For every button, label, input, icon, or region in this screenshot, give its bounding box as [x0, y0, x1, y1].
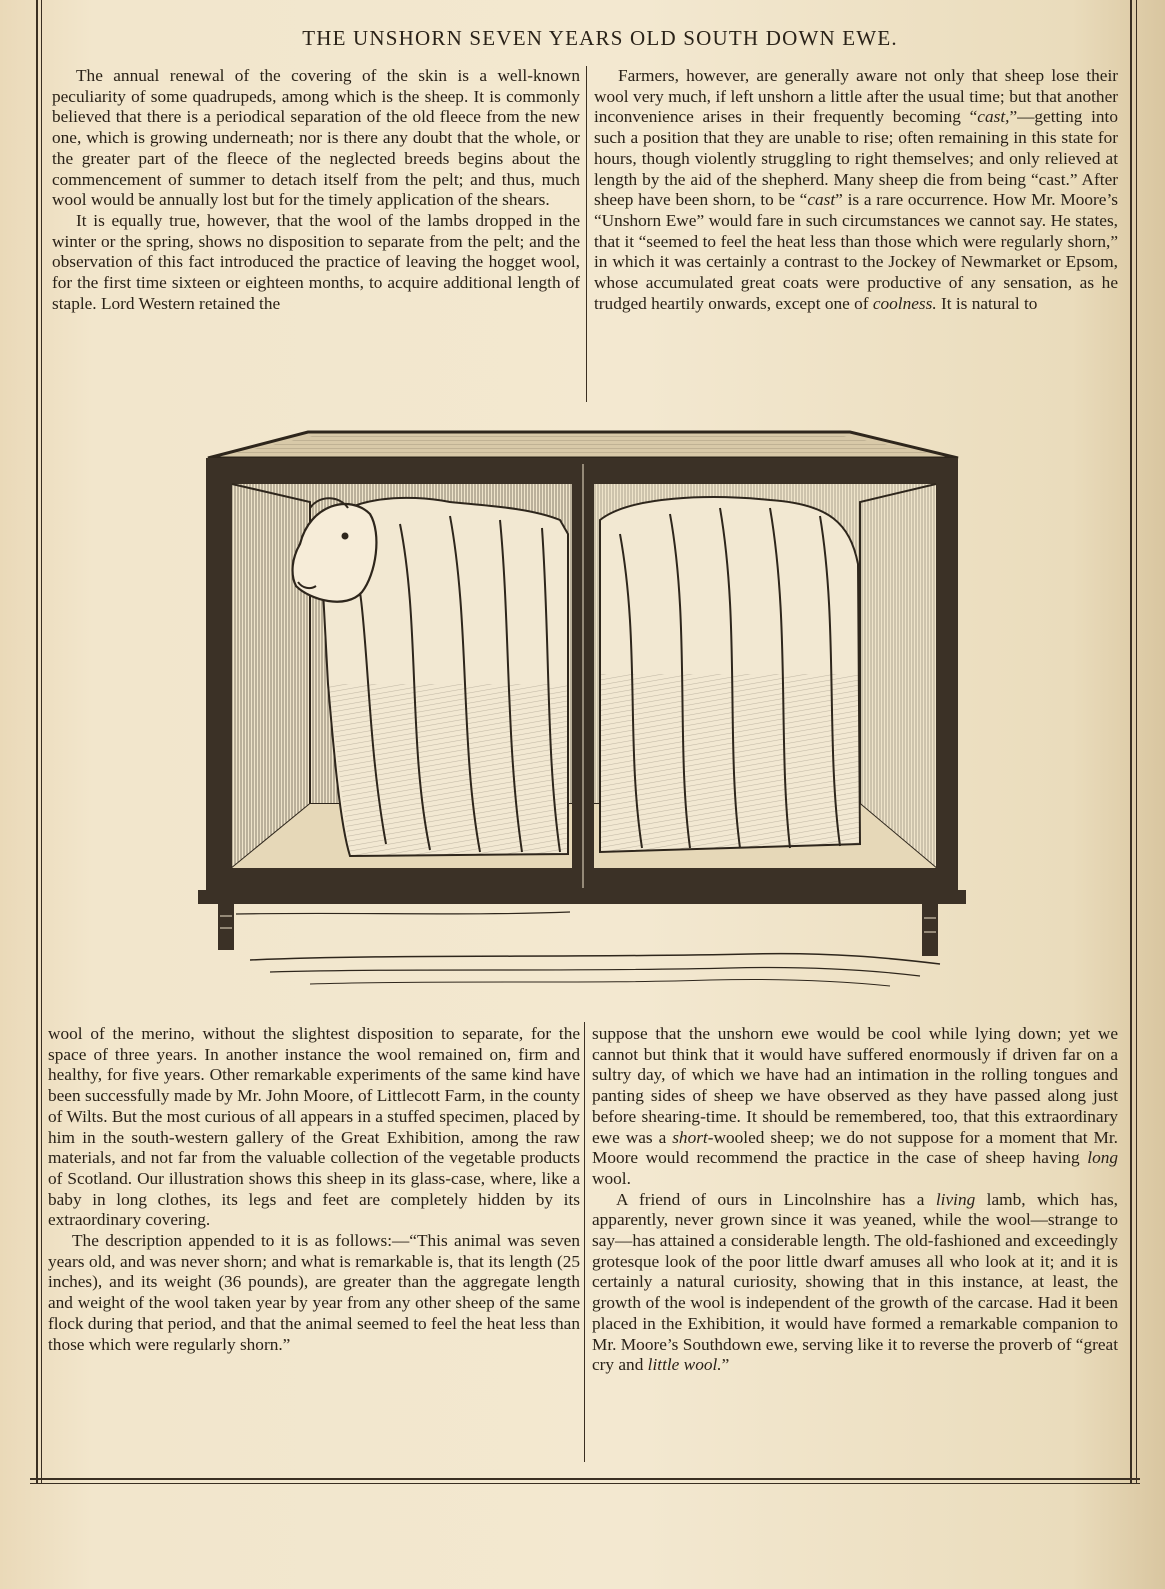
paragraph: The annual renewal of the covering of the skin is a well-known peculiarity of some quadrupeds, among which is the sheep. It is commonly believed that there is a periodical separation of the old fleece from the new one, which is growing underneath; nor is there any doubt that the whole, or the greater part of the fleece of the neglected breeds begins about the commencement of summer to detach itself from the pelt; and thus, much wool would be annually lost but for the timely application of the shears.: [52, 66, 580, 210]
left-border-rule: [36, 0, 38, 1484]
left-border-rule-inner: [41, 0, 42, 1484]
bottom-border-rule-2: [30, 1483, 1140, 1484]
top-left-column: [52, 66, 580, 406]
unshorn-ewe-engraving: [150, 424, 1000, 1014]
paragraph: A friend of ours in Lincolnshire has a living lamb, which has, apparently, never grown since it was yeaned, while the wool—strange to say—has attained a considerable length. The old-fashioned and exceedingly grotesque look of the poor little dwarf amuses all who look at it; and it is certainly a natural curiosity, showing that in this instance, at least, the growth of the wool is independent of the growth of the carcase. Had it been placed in the Exhibition, it would have formed a remarkable companion to Mr. Moore’s Southdown ewe, serving like it to reverse the proverb of “great cry and little wool.”: [592, 1189, 1118, 1375]
right-border-rule-inner: [1136, 0, 1137, 1484]
column-divider-top: [586, 66, 587, 402]
top-right-column: [594, 66, 1118, 406]
bottom-left-column: [48, 1024, 580, 1464]
bottom-border-rule: [30, 1478, 1140, 1480]
glass-case-illustration: [150, 424, 1000, 1014]
paragraph: Farmers, however, are generally aware not only that sheep lose their wool very much, if left unshorn a little after the usual time; but that another inconvenience arises in their frequently becoming “cast,”—getting into such a position that they are unable to rise; often remaining in this state for hours, though violently struggling to right themselves; and only relieved at length by the aid of the shepherd. Many sheep die from being “cast.” After sheep have been shorn, to be “cast” is a rare occurrence. How Mr. Moore’s “Unshorn Ewe” would fare in such circumstances we cannot say. He states, that it “seemed to feel the heat less than those which were regularly shorn,” in which it was certainly a contrast to the Jockey of Newmarket or Epsom, whose accumulated great coats were productive of any sensation, as he trudged heartily onwards, except one of coolness. It is natural to: [594, 66, 1118, 313]
paragraph: It is equally true, however, that the wool of the lambs dropped in the winter or the spring, shows no disposition to separate from the pelt; and the observation of this fact introduced the practice of leaving the hogget wool, for the first time sixteen or eighteen months, to acquire additional length of staple. Lord Western retained the: [52, 210, 580, 313]
right-border-rule: [1130, 0, 1132, 1484]
bottom-right-column: [592, 1024, 1118, 1464]
paragraph: suppose that the unshorn ewe would be cool while lying down; yet we cannot but think that it would have suffered enormously if driven far on a sultry day, of which we have had an intimation in the rolling tongues and panting sides of sheep we have observed as they have passed along just before shearing-time. It should be remembered, too, that this extraordinary ewe was a short-wooled sheep; we do not suppose for a moment that Mr. Moore would recommend the practice in the case of sheep having long wool.: [592, 1024, 1118, 1188]
column-divider-bottom: [584, 1022, 585, 1462]
page-title: THE UNSHORN SEVEN YEARS OLD SOUTH DOWN EWE.: [302, 26, 898, 50]
paragraph: wool of the merino, without the slightest disposition to separate, for the space of three years. In another instance the wool remained on, firm and healthy, for five years. Other remarkable experiments of the same kind have been successfully made by Mr. John Moore, of Littlecott Farm, in the county of Wilts. But the most curious of all appears in a stuffed specimen, placed by him in the south-western gallery of the Great Exhibition, among the raw materials, and not far from the valuable collection of the vegetable products of Scotland. Our illustration shows this sheep in its glass-case, where, like a baby in long clothes, its legs and feet are completely hidden by its extraordinary covering.: [48, 1024, 580, 1230]
paragraph: The description appended to it is as follows:—“This animal was seven years old, and was never shorn; and what is remarkable is, that its length (25 inches), and its weight (36 pounds), are greater than the aggregate length and weight of the wool taken year by year from any other sheep of the same flock during that period, and that the animal seemed to feel the heat less than those which were regularly shorn.”: [48, 1231, 580, 1354]
